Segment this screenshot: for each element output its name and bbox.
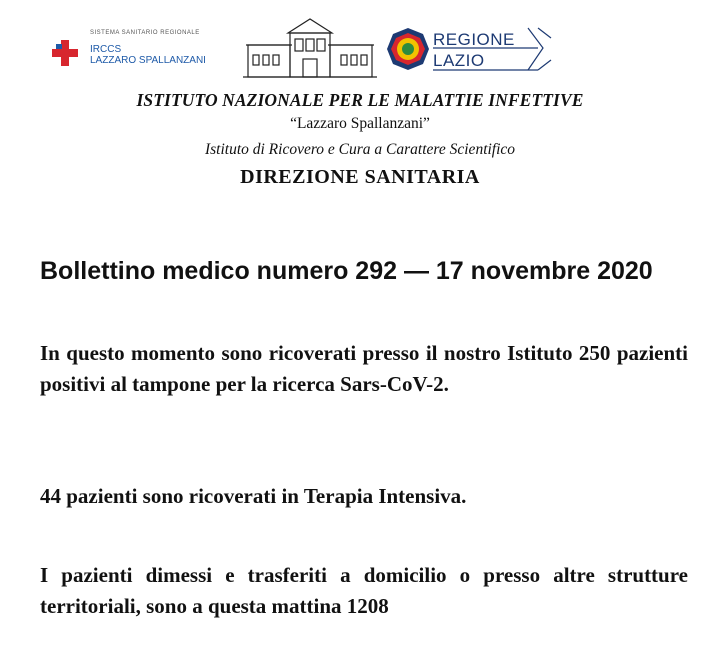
bulletin-paragraph-2: 44 pazienti sono ricoverati in Terapia Intensiva. xyxy=(40,484,467,508)
lazio-emblem-icon xyxy=(385,26,431,72)
institute-subname: “Lazzaro Spallanzani” xyxy=(290,115,430,132)
department-title: DIREZIONE SANITARIA xyxy=(240,166,480,188)
header-logos xyxy=(0,0,720,90)
bulletin-paragraph-3: I pazienti dimessi e trasferiti a domicilio o presso altre strutture territoriali, sono a questa mattina 1208 xyxy=(40,563,688,618)
irccs-spallanzani-logo xyxy=(52,30,232,75)
bulletin-title: Bollettino medico numero 292 — 17 novembre 2020 xyxy=(40,257,653,285)
regione-logo-line1: REGIONE xyxy=(433,30,515,49)
irccs-logo-line1: IRCCS xyxy=(90,44,122,55)
institute-name: ISTITUTO NAZIONALE PER LE MALATTIE INFETTIVE xyxy=(136,90,584,110)
irccs-small-text: SISTEMA SANITARIO REGIONALE xyxy=(90,30,200,36)
bulletin-paragraph-1: In questo momento sono ricoverati presso il nostro Istituto 250 pazienti positivi al tampone per la ricerca Sars-CoV-2. xyxy=(40,341,688,396)
medical-cross-icon xyxy=(52,40,78,66)
regione-logo-line2: LAZIO xyxy=(433,51,485,70)
irccs-logo-line2: LAZZARO SPALLANZANI xyxy=(90,55,206,66)
institute-type: Istituto di Ricovero e Cura a Carattere Scientifico xyxy=(204,141,516,158)
regione-lazio-logo xyxy=(385,26,555,76)
institute-building-icon xyxy=(243,15,377,81)
